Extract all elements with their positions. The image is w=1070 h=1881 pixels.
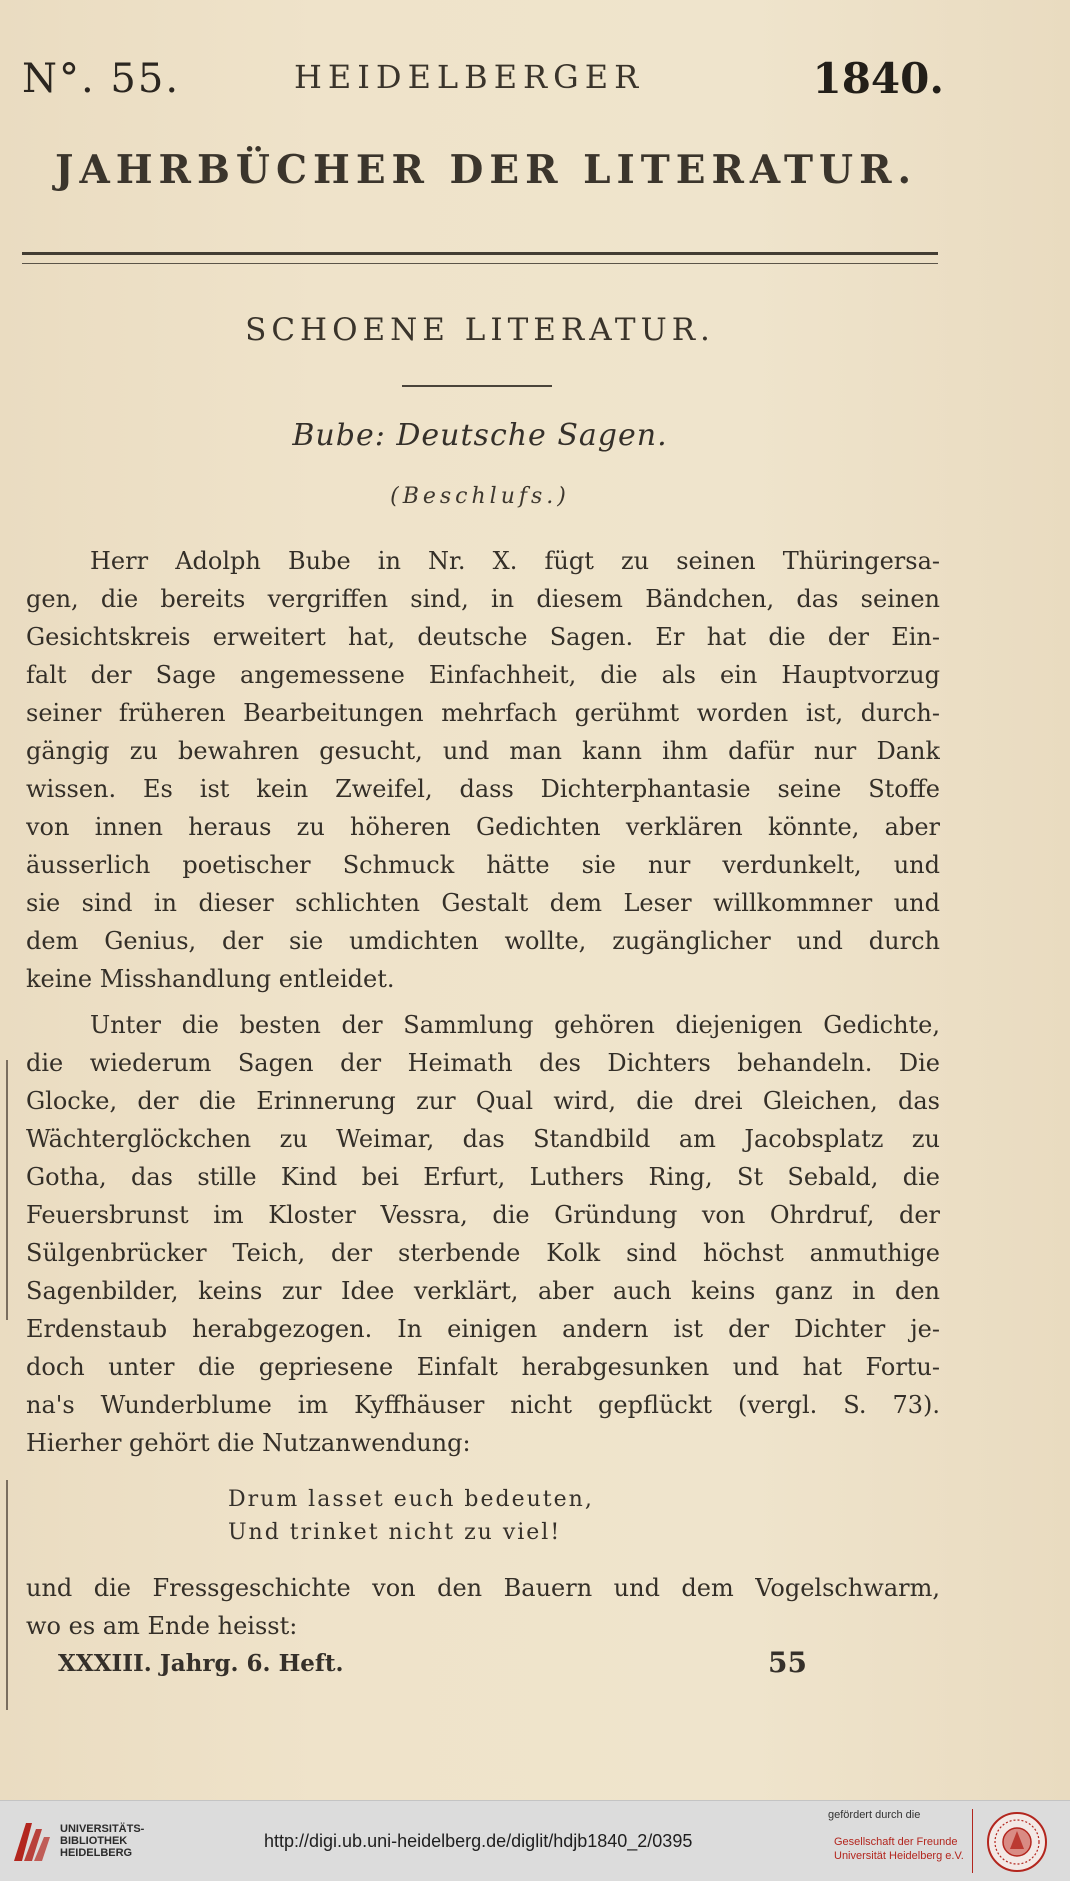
text-line: falt der Sage angemessene Einfachheit, die als ein Hauptvorzug <box>26 661 940 689</box>
masthead <box>22 52 942 112</box>
page-number: 55 <box>768 1646 807 1679</box>
text-line: Wächterglöckchen zu Weimar, das Standbild am Jacobsplatz zu <box>26 1125 940 1153</box>
library-footer-bar <box>0 1800 1070 1881</box>
text-line: na's Wunderblume im Kyffhäuser nicht gepflückt (vergl. S. 73). <box>26 1391 940 1419</box>
sponsor-heading: gefördert durch die <box>828 1809 921 1821</box>
sponsor-credit[interactable] <box>820 1809 970 1873</box>
text-line: die wiederum Sagen der Heimath des Dichters behandeln. Die <box>26 1049 940 1077</box>
verse-line: Drum lasset euch bedeuten, <box>228 1487 594 1512</box>
section-title: SCHOENE LITERATUR. <box>245 312 715 348</box>
text-line: Sülgenbrücker Teich, der sterbende Kolk sind höchst anmuthige <box>26 1239 940 1267</box>
sponsor-name <box>834 1835 964 1863</box>
text-line: gängig zu bewahren gesucht, und man kann ihm dafür nur Dank <box>26 737 940 765</box>
journal-place: HEIDELBERGER <box>294 58 645 96</box>
verse-line: Und trinket nicht zu viel! <box>228 1520 562 1545</box>
section-divider <box>402 385 552 387</box>
library-name-line: HEIDELBERG <box>60 1847 133 1859</box>
text-line: doch unter die gepriesene Einfalt herabgesunken und hat Fortu- <box>26 1353 940 1381</box>
library-name[interactable] <box>60 1823 144 1859</box>
article-title: Bube: Deutsche Sagen. <box>292 418 668 453</box>
text-line: Feuersbrunst im Kloster Vessra, die Gründung von Ohrdruf, der <box>26 1201 940 1229</box>
text-line: wo es am Ende heisst: <box>26 1612 298 1640</box>
text-line: sie sind in dieser schlichten Gestalt dem Leser willkommner und <box>26 889 940 917</box>
text-line: Gotha, das stille Kind bei Erfurt, Luthers Ring, St Sebald, die <box>26 1163 940 1191</box>
text-line: und die Fressgeschichte von den Bauern und dem Vogelschwarm, <box>26 1574 940 1602</box>
text-line: seiner früheren Bearbeitungen mehrfach gerühmt worden ist, durch- <box>26 699 940 727</box>
page-edge-mark <box>6 1060 8 1320</box>
sponsor-divider <box>972 1809 973 1873</box>
text-line: dem Genius, der sie umdichten wollte, zugänglicher und durch <box>26 927 940 955</box>
text-line: keine Misshandlung entleidet. <box>26 965 395 993</box>
text-line: Gesichtskreis erweitert hat, deutsche Sagen. Er hat die der Ein- <box>26 623 940 651</box>
sponsor-name-line: Gesellschaft der Freunde <box>834 1836 958 1848</box>
issue-number: N°. 55. <box>22 56 181 102</box>
article-subtitle: (Beschlufs.) <box>390 484 570 509</box>
library-name-line: UNIVERSITÄTS- <box>60 1823 145 1835</box>
permalink-url[interactable]: http://digi.ub.uni-heidelberg.de/diglit/hdjb1840_2/0395 <box>264 1831 693 1851</box>
issue-year: 1840. <box>812 54 944 103</box>
text-line: gen, die bereits vergriffen sind, in diesem Bändchen, das seinen <box>26 585 940 613</box>
text-line: Herr Adolph Bube in Nr. X. fügt zu seinen Thüringersa- <box>90 547 940 575</box>
library-crest-icon[interactable] <box>10 1817 54 1865</box>
library-name-line: BIBLIOTHEK <box>60 1835 128 1847</box>
journal-title: JAHRBÜCHER DER LITERATUR. <box>55 147 918 193</box>
signature-mark: XXXIII. Jahrg. 6. Heft. <box>58 1650 344 1677</box>
sponsor-name-line: Universität Heidelberg e.V. <box>834 1850 964 1862</box>
text-line: Glocke, der die Erinnerung zur Qual wird, die drei Gleichen, das <box>26 1087 940 1115</box>
text-line: Unter die besten der Sammlung gehören diejenigen Gedichte, <box>90 1011 940 1039</box>
text-line: Hierher gehört die Nutzanwendung: <box>26 1429 471 1457</box>
university-seal-icon[interactable] <box>986 1811 1048 1873</box>
text-line: von innen heraus zu höheren Gedichten verklären könnte, aber <box>26 813 940 841</box>
text-line: Erdenstaub herabgezogen. In einigen andern ist der Dichter je- <box>26 1315 940 1343</box>
text-line: wissen. Es ist kein Zweifel, dass Dichterphantasie seine Stoffe <box>26 775 940 803</box>
text-line: äusserlich poetischer Schmuck hätte sie nur verdunkelt, und <box>26 851 940 879</box>
page-edge-mark <box>6 1480 8 1710</box>
masthead-rule <box>22 252 938 264</box>
text-line: Sagenbilder, keins zur Idee verklärt, aber auch keins ganz in den <box>26 1277 940 1305</box>
